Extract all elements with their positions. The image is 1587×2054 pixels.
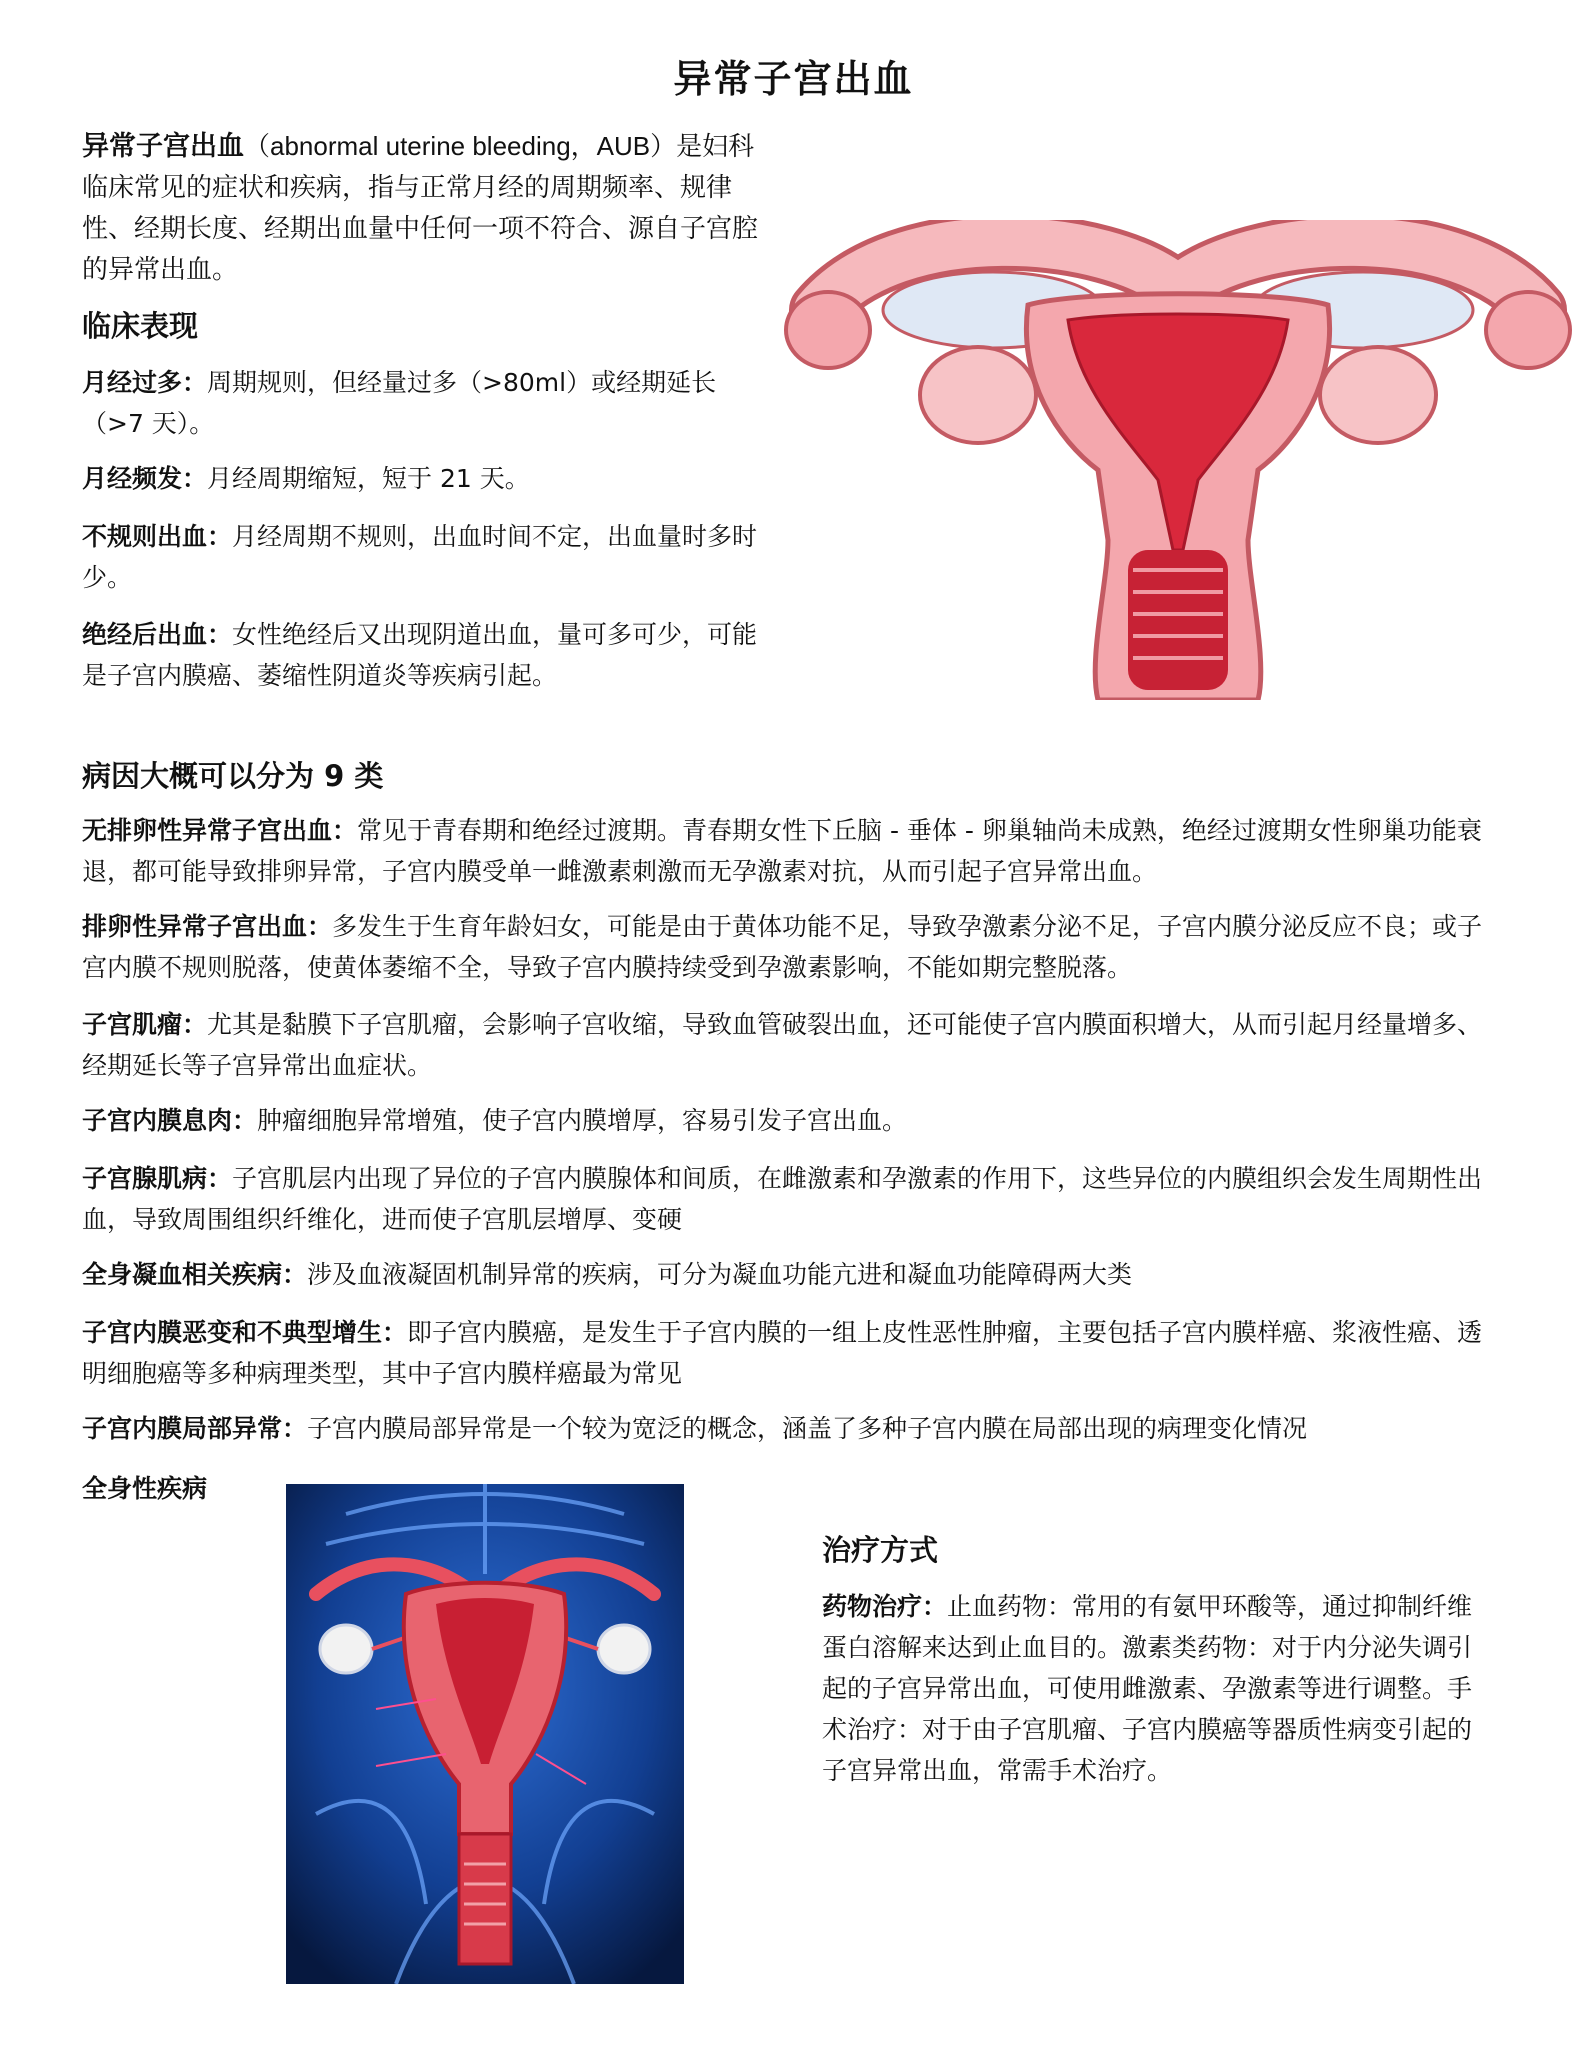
intro-text: 是妇科临床常见的症状和疾病，指与正常月经的周期频率、规律性、经期长度、经期出血量中任何一项不符合、源自子宫腔的异常出血。 (82, 132, 759, 285)
treatment-heading: 治疗方式 (822, 1533, 939, 1567)
cause-item-label: 子宫内膜恶变和不典型增生： (82, 1318, 408, 1347)
cause-item (82, 1468, 282, 1509)
cause-item-label: 排卵性异常子宫出血： (82, 912, 333, 941)
cause-item-label: 无排卵性异常子宫出血： (82, 816, 358, 845)
cause-item-text: 常见于青春期和绝经过渡期。青春期女性下丘脑 - 垂体 - 卵巢轴尚未成熟，绝经过渡期女性卵巢功能衰退，都可能导致排卵异常，子宫内膜受单一雌激素刺激而无孕激素对抗，从而引起子宫异常出血。 (82, 816, 1482, 886)
cause-item (82, 810, 1502, 892)
cause-item (82, 1312, 1502, 1394)
uterus-illustration (778, 220, 1578, 700)
cause-item-label: 子宫内膜息肉： (82, 1106, 258, 1135)
cause-item-label: 全身性疾病 (82, 1474, 208, 1503)
treatment-paragraph (822, 1586, 1482, 1791)
clinical-item-label: 月经过多： (82, 368, 208, 397)
causes-heading: 病因大概可以分为 9 类 (82, 759, 384, 793)
cause-item-label: 子宫肌瘤： (82, 1010, 208, 1039)
clinical-item (82, 614, 782, 696)
cause-item-text: 涉及血液凝固机制异常的疾病，可分为凝血功能亢进和凝血功能障碍两大类 (307, 1260, 1133, 1289)
cause-item-label: 子宫腺肌病： (82, 1164, 233, 1193)
cause-item (82, 1408, 1502, 1449)
cause-item-text: 尤其是黏膜下子宫肌瘤，会影响子宫收缩，导致血管破裂出血，还可能使子宫内膜面积增大，从而引起月经量增多、经期延长等子宫异常出血症状。 (82, 1010, 1483, 1080)
cause-item (82, 1100, 1502, 1141)
cause-item-label: 子宫内膜局部异常： (82, 1414, 308, 1443)
cause-item (82, 906, 1502, 988)
page-title: 异常子宫出血 (673, 57, 914, 101)
cause-item-text: 子宫肌层内出现了异位的子宫内膜腺体和间质，在雌激素和孕激素的作用下，这些异位的内膜组织会发生周期性出血，导致周围组织纤维化，进而使子宫肌层增厚、变硬 (82, 1164, 1483, 1234)
cause-item-text: 即子宫内膜癌，是发生于子宫内膜的一组上皮性恶性肿瘤，主要包括子宫内膜样癌、浆液性癌、透明细胞癌等多种病理类型，其中子宫内膜样癌最为常见 (82, 1318, 1483, 1388)
clinical-item-text: 月经周期不规则，出血时间不定，出血量时多时少。 (82, 522, 758, 592)
intro-paragraph (82, 126, 762, 291)
clinical-item (82, 362, 762, 444)
cause-item-label: 全身凝血相关疾病： (82, 1260, 308, 1289)
treatment-text: 止血药物：常用的有氨甲环酸等，通过抑制纤维蛋白溶解来达到止血目的。激素类药物：对于内分泌失调引起的子宫异常出血，可使用雌激素、孕激素等进行调整。手术治疗：对于由子宫肌瘤、子宫内膜癌等器质性病变引起的子宫异常出血，常需手术治疗。 (822, 1592, 1473, 1785)
clinical-item (82, 458, 762, 499)
clinical-item-label: 不规则出血： (82, 522, 233, 551)
clinical-item-label: 月经频发： (82, 464, 208, 493)
clinical-item-text: 月经周期缩短，短于 21 天。 (207, 464, 530, 493)
clinical-item-text: 女性绝经后又出现阴道出血，量可多可少，可能是子宫内膜癌、萎缩性阴道炎等疾病引起。 (82, 620, 758, 690)
cause-item (82, 1004, 1502, 1086)
intro-latin: （abnormal uterine bleeding，AUB） (244, 131, 677, 161)
intro-term: 异常子宫出血 (82, 131, 244, 162)
cause-item-text: 多发生于生育年龄妇女，可能是由于黄体功能不足，导致孕激素分泌不足，子宫内膜分泌反应不良；或子宫内膜不规则脱落，使黄体萎缩不全，导致子宫内膜持续受到孕激素影响，不能如期完整脱落。 (82, 912, 1483, 982)
clinical-item-label: 绝经后出血： (82, 620, 233, 649)
anatomy-illustration (286, 1484, 684, 1984)
clinical-item-text: 周期规则，但经量过多（>80ml）或经期延长（>7 天）。 (82, 368, 717, 438)
cause-item (82, 1158, 1502, 1240)
cause-item (82, 1254, 1502, 1295)
clinical-item (82, 516, 762, 598)
cause-item-text: 肿瘤细胞异常增殖，使子宫内膜增厚，容易引发子宫出血。 (257, 1106, 908, 1135)
treatment-label: 药物治疗： (822, 1592, 948, 1621)
cause-item-text: 子宫内膜局部异常是一个较为宽泛的概念，涵盖了多种子宫内膜在局部出现的病理变化情况 (307, 1414, 1308, 1443)
clinical-heading: 临床表现 (82, 309, 199, 343)
